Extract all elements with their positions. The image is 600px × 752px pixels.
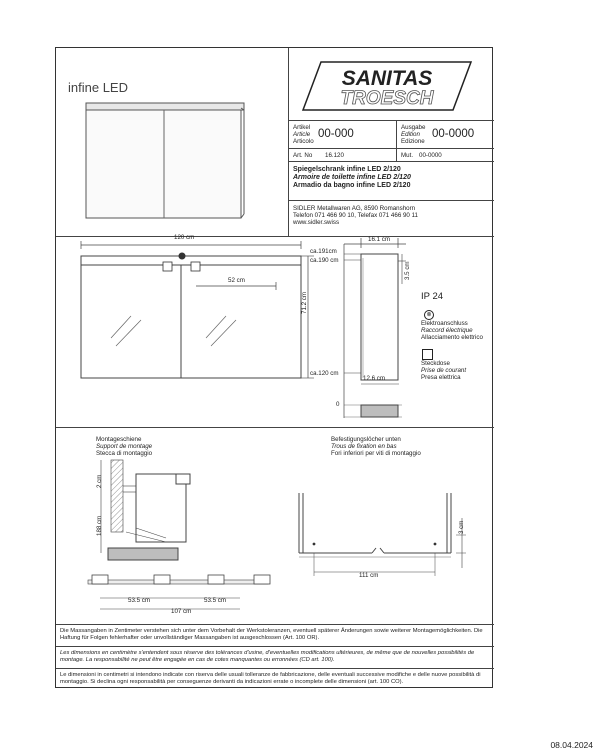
- supplier-line-3: www.sidler.swiss: [293, 219, 340, 227]
- holes-title-it: Fori inferiori per viti di montaggio: [331, 450, 421, 458]
- mut-value: 00-0000: [419, 152, 442, 159]
- ausgabe-label-it: Edizione: [401, 138, 425, 146]
- legend-socket-de: Steckdose: [421, 360, 450, 367]
- front-height-label: 71.2 cm: [301, 291, 308, 314]
- rail-b-label: 53.5 cm: [204, 597, 227, 604]
- print-date: 08.04.2024: [550, 740, 593, 750]
- side-zero-label: 0: [336, 401, 340, 408]
- side-h120-label: ca.120 cm: [310, 370, 339, 377]
- art-no-label: Art. No: [293, 152, 313, 159]
- note-de: Die Massangaben in Zentimeter verstehen sich unter dem Vorbehalt der Werkstoleranzen, eventuell späterer Änderungen sowie weiterer Montagemöglichkeiten. Die Haftung für Folgen fehlerhafter oder unvollständiger Massangaben ist ausgeschlossen (Art. 100 OR).: [60, 628, 483, 641]
- artikel-label-fr: Article: [293, 131, 311, 139]
- mut-label: Mut.: [401, 152, 414, 159]
- holes-title-fr: Trous de fixation en bas: [331, 443, 397, 451]
- note-it: Le dimensioni in centimetri si intendono indicate con riserva delle usuali tolleranze de fabbricazione, delle eventuali successive modifiche e delle nuove possibilità di montaggio. Si declina ogni responsabilità per conseguenze derivanti da indicazioni errate o incomplete delle dimensioni (art. 100 CO).: [60, 672, 481, 685]
- side-d126-label: 12.6 cm: [363, 375, 386, 382]
- logo-line-1: SANITAS: [341, 67, 433, 90]
- holes-title-de: Befestigungslöcher unten: [331, 436, 401, 443]
- supplier-line-1: SIDLER Metallwaren AG, 8590 Romanshorn: [293, 205, 416, 212]
- legend-elec-it: Allacciamento elettrico: [421, 334, 483, 342]
- montage-h188-label: 188 cm: [96, 515, 103, 536]
- side-h190-label: ca.190 cm: [310, 257, 339, 264]
- artikel-value: 00-000: [318, 128, 354, 140]
- front-width-label: 120 cm: [174, 234, 195, 241]
- holes-w111-label: 111 cm: [359, 572, 379, 579]
- art-no-value: 16.120: [325, 152, 344, 159]
- artikel-label-de: Artikel: [293, 124, 311, 131]
- side-d35-label: 3.5 cm: [404, 261, 411, 280]
- montage-d2-label: 2 cm: [96, 474, 103, 488]
- side-depth-label: 16.1 cm: [368, 236, 391, 243]
- montage-title-de: Montageschiene: [96, 436, 142, 443]
- supplier-line-2: Telefon 071 466 90 10, Telefax 071 466 90 11: [293, 212, 418, 220]
- product-name-it: Armadio da bagno infine LED 2/120: [293, 182, 411, 189]
- rail-a-label: 53.5 cm: [128, 597, 151, 604]
- product-name-de: Spiegelschrank infine LED 2/120: [293, 166, 401, 173]
- note-fr: Les dimensions en centimètre s'entendent sous réserve des tolérances d'usine, d'eventuelles modifications ultérieures, de même que de nouvelles possibilités de montage. La responsabilité ne peut être engagée en cas de cotes manquantes ou erronnées (CD art. 100).: [60, 650, 475, 663]
- montage-title-fr: Support de montage: [96, 443, 153, 451]
- ip-rating: IP 24: [421, 291, 444, 302]
- side-h191-label: ca.191cm: [310, 248, 337, 255]
- product-title: infine LED: [68, 80, 128, 95]
- legend-elec-de: Elektroanschluss: [421, 320, 468, 327]
- legend-socket-fr: Prise de courant: [421, 367, 467, 375]
- logo-line-2: TROESCH: [340, 88, 434, 109]
- holes-h3-label: 3 cm: [458, 520, 465, 534]
- ausgabe-label-de: Ausgabe: [401, 124, 426, 131]
- drawing-frame: [55, 47, 493, 688]
- legend-socket-it: Presa elettrica: [421, 374, 461, 382]
- product-name-fr: Armoire de toilette infine LED 2/120: [293, 174, 411, 181]
- electrical-connection-icon: ⊗: [424, 310, 434, 320]
- ausgabe-value: 00-0000: [432, 128, 475, 140]
- legend-elec-fr: Raccord électrique: [421, 327, 473, 335]
- front-door-label: 52 cm: [228, 277, 245, 284]
- ausgabe-label-fr: Edition: [401, 131, 420, 139]
- rail-total-label: 107 cm: [171, 608, 192, 615]
- montage-title-it: Stecca di montaggio: [96, 450, 153, 458]
- artikel-label-it: Articolo: [293, 138, 314, 146]
- holes-drawing: [56, 48, 494, 689]
